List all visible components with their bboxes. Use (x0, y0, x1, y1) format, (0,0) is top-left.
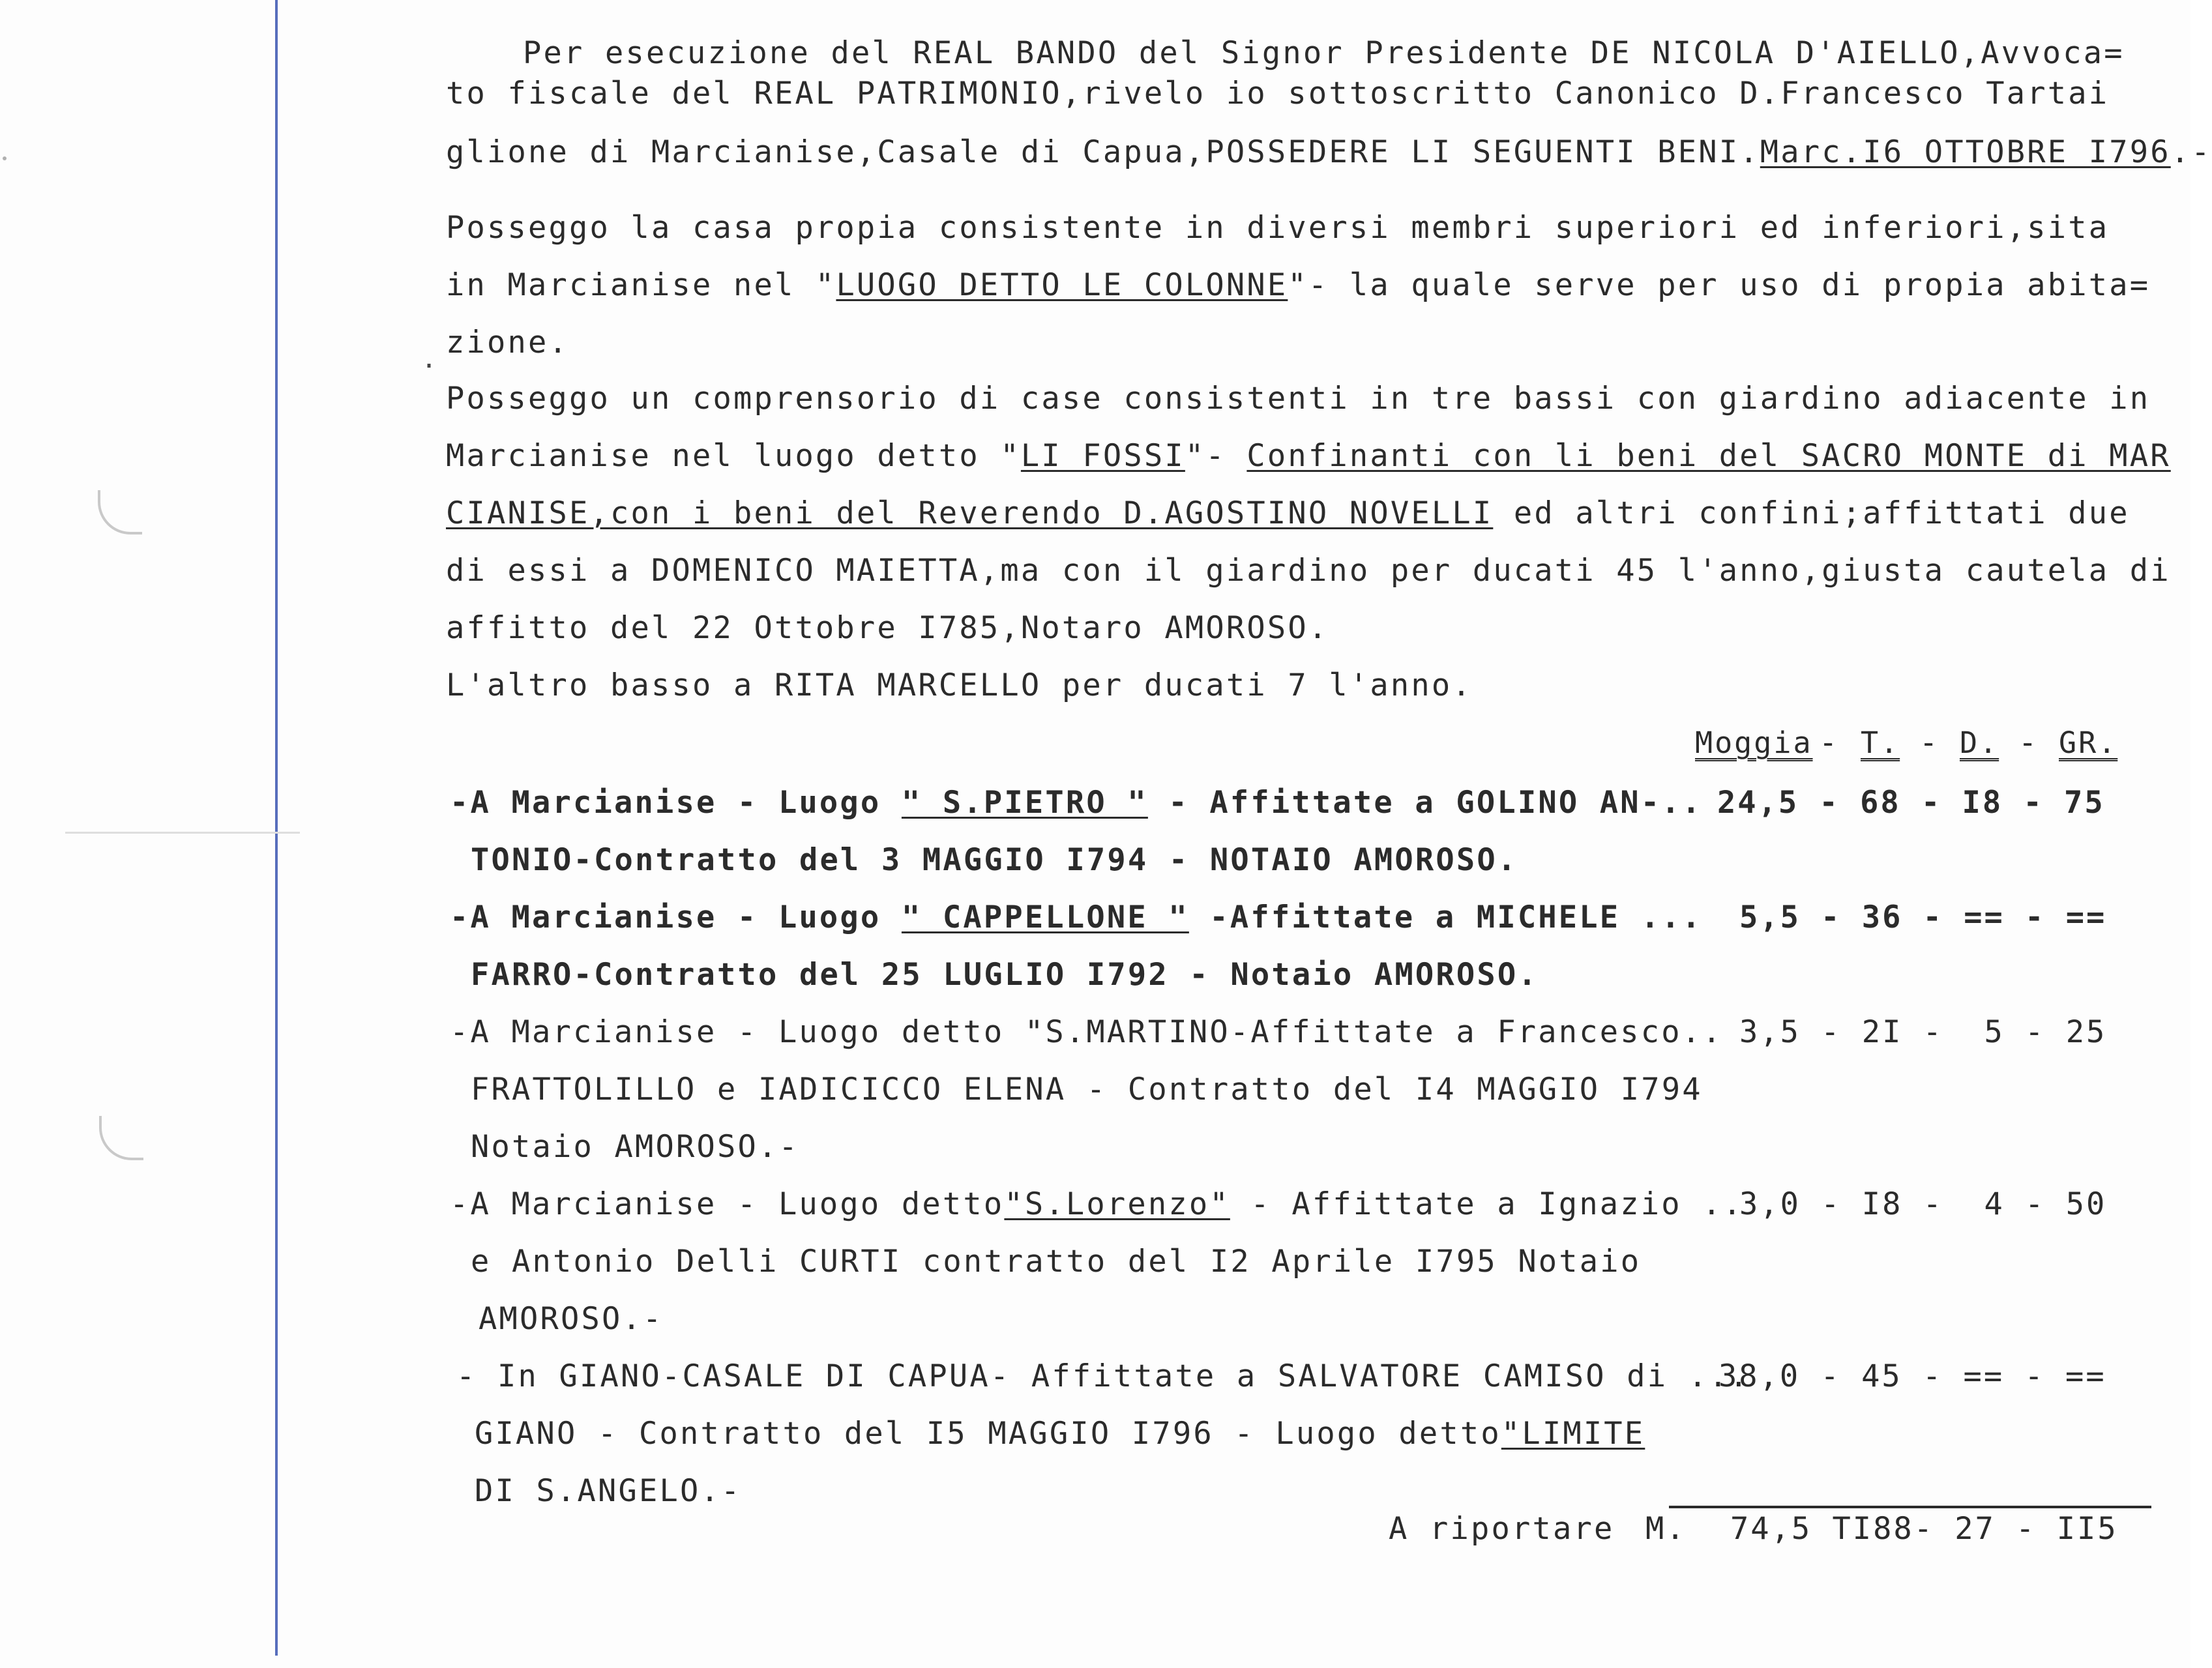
scan-speck (3, 156, 7, 160)
fold-mark (65, 832, 300, 834)
houses-line-3: CIANISE,con i beni del Reverendo D.AGOSTINO NOVELLI ed altri confini;affittati due (446, 495, 2130, 531)
intro-line-3: glione di Marcianise,Casale di Capua,POSSEDERE LI SEGUENTI BENI.Marc.I6 OTTOBRE I796.- (446, 134, 2212, 170)
house-line-3: zione. (446, 325, 569, 360)
houses-line-5: affitto del 22 Ottobre I785,Notaro AMOROSO. (446, 610, 1329, 646)
place-name: "S.Lorenzo" (1004, 1186, 1230, 1222)
carry-forward-label: A riportare (1389, 1511, 1615, 1547)
column-separator: - (1919, 725, 1940, 761)
total-unit: M. (1645, 1511, 1687, 1547)
row-values: 5,5 - 36 - == - == (1739, 900, 2107, 935)
column-separator: - (1819, 725, 1840, 761)
houses-line-2: Marcianise nel luogo detto "LI FOSSI"- Confinanti con li beni del SACRO MONTE di MAR (446, 438, 2171, 474)
column-separator: - (2018, 725, 2039, 761)
row-values: 38,0 - 45 - == - == (1718, 1358, 2106, 1394)
row-values: 3,5 - 2I - 5 - 25 (1739, 1014, 2107, 1050)
margin-rule (275, 0, 278, 1656)
house-line-2: in Marcianise nel "LUOGO DETTO LE COLONNE"- la quale serve per uso di propia abita= (446, 267, 2151, 303)
punch-hole-mark (99, 1116, 143, 1160)
boundary-text: Confinanti con li beni del SACRO MONTE di MAR (1246, 438, 2171, 474)
table-row-line: - In GIANO-CASALE DI CAPUA- Affittate a SALVATORE CAMISO di ... (456, 1358, 1750, 1394)
place-name: " S.PIETRO " (901, 785, 1148, 821)
row-values: 3,0 - I8 - 4 - 50 (1739, 1186, 2107, 1222)
table-row-line: AMOROSO.- (479, 1301, 664, 1337)
boundary-text: con i beni del Reverendo D.AGOSTINO NOVELLI (610, 495, 1494, 531)
place-name: " CAPPELLONE " (901, 900, 1189, 935)
table-row-line: GIANO - Contratto del I5 MAGGIO I796 - Luogo detto"LIMITE (475, 1416, 1645, 1452)
table-row-line: -A Marcianise - Luogo " CAPPELLONE " -Affittate a MICHELE ... (450, 900, 1703, 935)
table-row-line: -A Marcianise - Luogo detto"S.Lorenzo" - Affittate a Ignazio .. (450, 1186, 1744, 1222)
place-name: LUOGO DETTO LE COLONNE (836, 267, 1288, 303)
column-header-gr: GR. (2059, 725, 2118, 760)
place-name: "LIMITE (1501, 1416, 1645, 1452)
houses-line-1: Posseggo un comprensorio di case consistenti in tre bassi con giardino adiacente in (446, 381, 2151, 417)
row-values: 24,5 - 68 - I8 - 75 (1717, 785, 2105, 821)
column-header-moggia: Moggia (1695, 725, 1813, 760)
total-rule (1669, 1506, 2151, 1508)
intro-line-2: to fiscale del REAL PATRIMONIO,rivelo io sottoscritto Canonico D.Francesco Tartai (446, 76, 2110, 111)
table-row-line: Notaio AMOROSO.- (471, 1129, 799, 1165)
column-header-t: T. (1861, 725, 1900, 760)
place-name: LI FOSSI (1020, 438, 1185, 474)
margin-dot: . (421, 344, 437, 374)
intro-line-1: Per esecuzione del REAL BANDO del Signor Presidente DE NICOLA D'AIELLO,Avvoca= (523, 35, 2125, 71)
house-line-1: Posseggo la casa propia consistente in diversi membri superiori ed inferiori,sita (446, 210, 2110, 246)
table-row-line: DI S.ANGELO.- (475, 1473, 742, 1509)
intro-date: Marc.I6 OTTOBRE I796 (1760, 134, 2171, 170)
table-row-line: TONIO-Contratto del 3 MAGGIO I794 - NOTAIO AMOROSO. (471, 842, 1518, 878)
houses-line-6: L'altro basso a RITA MARCELLO per ducati 7 l'anno. (446, 667, 1473, 703)
houses-line-4: di essi a DOMENICO MAIETTA,ma con il giardino per ducati 45 l'anno,giusta cautela di (446, 553, 2171, 589)
column-header-d: D. (1960, 725, 1999, 760)
table-row-line: FRATTOLILLO e IADICICCO ELENA - Contratto del I4 MAGGIO I794 (471, 1072, 1703, 1107)
total-values: 74,5 TI88- 27 - II5 (1730, 1511, 2118, 1547)
table-row-line: -A Marcianise - Luogo detto "S.MARTINO-Affittate a Francesco.. (450, 1014, 1723, 1050)
table-row-line: e Antonio Delli CURTI contratto del I2 Aprile I795 Notaio (471, 1244, 1642, 1280)
table-row-line: FARRO-Contratto del 25 LUGLIO I792 - Notaio AMOROSO. (471, 957, 1539, 993)
punch-hole-mark (98, 490, 142, 534)
table-row-line: -A Marcianise - Luogo " S.PIETRO " - Affittate a GOLINO AN-.. (450, 785, 1703, 821)
